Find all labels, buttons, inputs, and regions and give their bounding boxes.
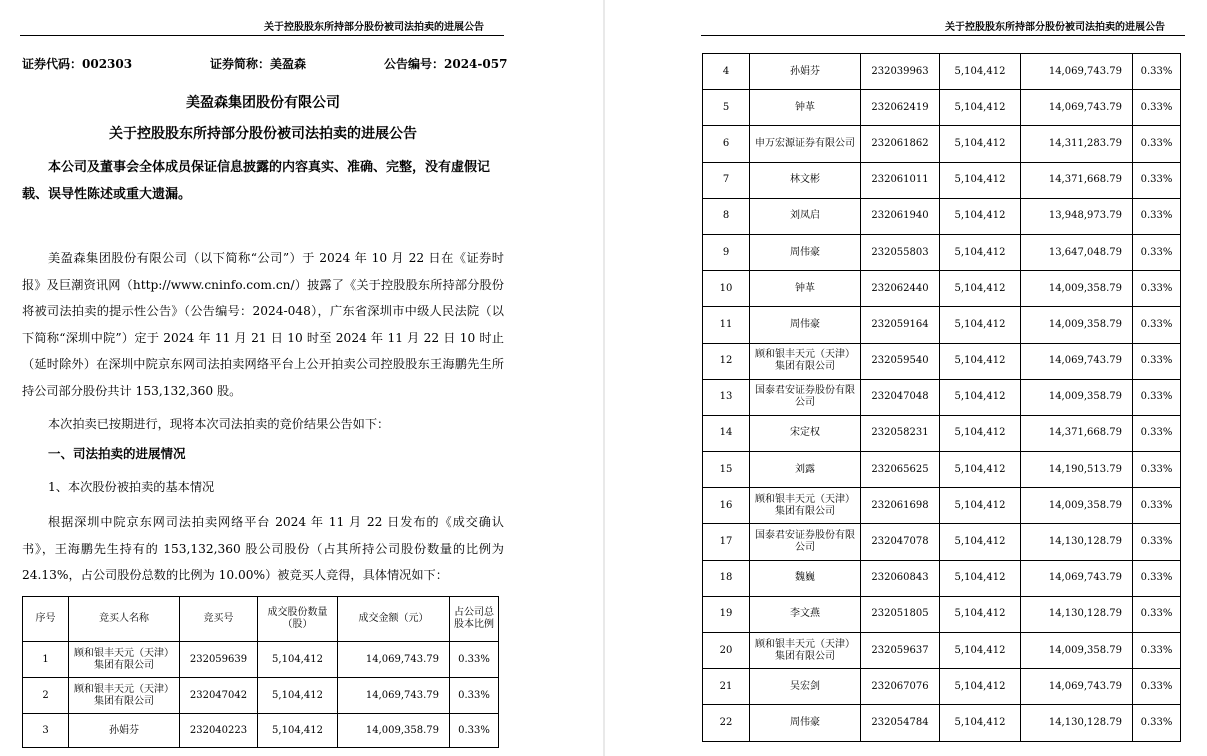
bidder-name-cell: 顾和银丰天元（天津）集团有限公司 [750, 633, 861, 669]
auction-results-table-continued [702, 53, 1181, 742]
running-header: 关于控股股东所持部分股份被司法拍卖的进展公告 [945, 22, 1165, 33]
row-number-cell: 1 [23, 642, 69, 678]
result-intro-paragraph: 本次拍卖已按期进行，现将本次司法拍卖的竞价结果公告如下： [48, 417, 390, 431]
row-number-cell: 21 [703, 669, 750, 705]
share-ratio-cell: 0.33% [1133, 126, 1181, 162]
table-row [703, 54, 1181, 90]
bidder-name-cell: 周伟豪 [750, 234, 861, 270]
bid-number-cell: 232054784 [861, 705, 940, 741]
deal-amount-cell: 14,371,668.79 [1021, 415, 1133, 451]
row-number-cell: 6 [703, 126, 750, 162]
deal-amount-cell: 14,190,513.79 [1021, 452, 1133, 488]
bidder-name-cell: 钟革 [750, 271, 861, 307]
bidder-name-cell: 顾和银丰天元（天津）集团有限公司 [69, 642, 180, 678]
header-ratio: 占公司总股本比例 [450, 597, 499, 642]
share-count-cell: 5,104,412 [940, 633, 1021, 669]
share-count-cell: 5,104,412 [940, 234, 1021, 270]
share-ratio-cell: 0.33% [1133, 198, 1181, 234]
row-number-cell: 8 [703, 198, 750, 234]
bidder-name-cell: 刘凤启 [750, 198, 861, 234]
table-row [703, 669, 1181, 705]
header-bid-number: 竞买号 [180, 597, 258, 642]
bid-number-cell: 232040223 [180, 714, 258, 748]
share-ratio-cell: 0.33% [1133, 633, 1181, 669]
bidder-name-cell: 顾和银丰天元（天津）集团有限公司 [750, 488, 861, 524]
bidder-name-cell: 顾和银丰天元（天津）集团有限公司 [69, 678, 180, 714]
deal-amount-cell: 14,069,743.79 [338, 642, 450, 678]
company-title: 美盈森集团股份有限公司 [186, 95, 340, 111]
share-count-cell: 5,104,412 [940, 705, 1021, 741]
row-number-cell: 2 [23, 678, 69, 714]
table-row [703, 343, 1181, 379]
table-row [703, 234, 1181, 270]
bid-number-cell: 232059164 [861, 307, 940, 343]
share-count-cell: 5,104,412 [940, 596, 1021, 632]
share-count-cell: 5,104,412 [940, 126, 1021, 162]
table-row [703, 271, 1181, 307]
table-row [703, 126, 1181, 162]
share-ratio-cell: 0.33% [1133, 415, 1181, 451]
row-number-cell: 15 [703, 452, 750, 488]
table-row [703, 162, 1181, 198]
table-row [703, 452, 1181, 488]
section-heading: 一、司法拍卖的进展情况 [48, 446, 186, 461]
table-row [703, 560, 1181, 596]
bid-number-cell: 232062440 [861, 271, 940, 307]
deal-amount-cell: 14,130,128.79 [1021, 596, 1133, 632]
table-row [703, 307, 1181, 343]
document-page-left [0, 0, 603, 756]
deal-amount-cell: 14,130,128.79 [1021, 524, 1133, 560]
table-row [703, 596, 1181, 632]
share-ratio-cell: 0.33% [1133, 560, 1181, 596]
share-ratio-cell: 0.33% [1133, 488, 1181, 524]
header-rule [20, 35, 504, 36]
table-row [23, 714, 499, 748]
bid-number-cell: 232061011 [861, 162, 940, 198]
bidder-name-cell: 周伟豪 [750, 307, 861, 343]
bid-number-cell: 232061698 [861, 488, 940, 524]
bidder-name-cell: 吴宏剑 [750, 669, 861, 705]
bid-number-cell: 232058231 [861, 415, 940, 451]
bid-number-cell: 232061862 [861, 126, 940, 162]
bidder-name-cell: 钟革 [750, 90, 861, 126]
share-count-cell: 5,104,412 [940, 271, 1021, 307]
bidder-name-cell: 申万宏源证券有限公司 [750, 126, 861, 162]
table-row [23, 678, 499, 714]
deal-amount-cell: 14,069,743.79 [1021, 54, 1133, 90]
deal-amount-cell: 14,009,358.79 [1021, 271, 1133, 307]
row-number-cell: 3 [23, 714, 69, 748]
share-ratio-cell: 0.33% [1133, 54, 1181, 90]
stock-name: 证券简称：美盈森 [210, 57, 307, 71]
table-row [703, 524, 1181, 560]
bidder-name-cell: 孙娟芬 [750, 54, 861, 90]
deal-amount-cell: 13,647,048.79 [1021, 234, 1133, 270]
bid-number-cell: 232065625 [861, 452, 940, 488]
share-count-cell: 5,104,412 [940, 524, 1021, 560]
deal-amount-cell: 14,311,283.79 [1021, 126, 1133, 162]
header-amount: 成交金额（元） [338, 597, 450, 642]
row-number-cell: 10 [703, 271, 750, 307]
share-ratio-cell: 0.33% [1133, 379, 1181, 415]
subsection-heading: 1、本次股份被拍卖的基本情况 [48, 480, 215, 494]
row-number-cell: 18 [703, 560, 750, 596]
row-number-cell: 12 [703, 343, 750, 379]
row-number-cell: 16 [703, 488, 750, 524]
header-shares: 成交股份数量（股） [258, 597, 338, 642]
deal-amount-cell: 14,009,358.79 [338, 714, 450, 748]
row-number-cell: 13 [703, 379, 750, 415]
share-ratio-cell: 0.33% [1133, 524, 1181, 560]
share-ratio-cell: 0.33% [450, 714, 499, 748]
share-count-cell: 5,104,412 [940, 669, 1021, 705]
bidder-name-cell: 顾和银丰天元（天津）集团有限公司 [750, 343, 861, 379]
bidder-name-cell: 李文燕 [750, 596, 861, 632]
bidder-name-cell: 国泰君安证券股份有限公司 [750, 379, 861, 415]
bidder-name-cell: 孙娟芬 [69, 714, 180, 748]
share-ratio-cell: 0.33% [450, 678, 499, 714]
share-ratio-cell: 0.33% [1133, 705, 1181, 741]
bidder-name-cell: 周伟豪 [750, 705, 861, 741]
row-number-cell: 17 [703, 524, 750, 560]
table-row [703, 198, 1181, 234]
row-number-cell: 9 [703, 234, 750, 270]
deal-amount-cell: 14,069,743.79 [1021, 669, 1133, 705]
table-row [703, 705, 1181, 741]
auction-detail-paragraph: 根据深圳中院京东网司法拍卖网络平台 2024 年 11 月 22 日发布的《成交确认书》，王海鹏先生持有的 153,132,360 股公司股份（占其所持公司股份数量的比例为 24.13%，占公司股份总数的比例为 10.00%）被竞买人竞得，具体情况如下： [22, 515, 504, 583]
bidder-name-cell: 魏巍 [750, 560, 861, 596]
table-row [703, 415, 1181, 451]
deal-amount-cell: 14,069,743.79 [1021, 343, 1133, 379]
bid-number-cell: 232059637 [861, 633, 940, 669]
deal-amount-cell: 14,371,668.79 [1021, 162, 1133, 198]
share-count-cell: 5,104,412 [258, 642, 338, 678]
bid-number-cell: 232039963 [861, 54, 940, 90]
table-row [703, 379, 1181, 415]
row-number-cell: 19 [703, 596, 750, 632]
share-count-cell: 5,104,412 [258, 678, 338, 714]
share-count-cell: 5,104,412 [940, 379, 1021, 415]
share-ratio-cell: 0.33% [1133, 234, 1181, 270]
row-number-cell: 5 [703, 90, 750, 126]
share-count-cell: 5,104,412 [940, 90, 1021, 126]
bid-number-cell: 232055803 [861, 234, 940, 270]
deal-amount-cell: 14,009,358.79 [1021, 488, 1133, 524]
share-ratio-cell: 0.33% [1133, 343, 1181, 379]
table-row [703, 488, 1181, 524]
board-statement: 本公司及董事会全体成员保证信息披露的内容真实、准确、完整，没有虚假记载、误导性陈述或重大遗漏。 [22, 160, 491, 202]
share-ratio-cell: 0.33% [450, 642, 499, 678]
row-number-cell: 11 [703, 307, 750, 343]
deal-amount-cell: 14,009,358.79 [1021, 307, 1133, 343]
notice-number: 公告编号：2024-057 [384, 57, 508, 71]
bid-number-cell: 232059639 [180, 642, 258, 678]
share-ratio-cell: 0.33% [1133, 669, 1181, 705]
deal-amount-cell: 14,069,743.79 [338, 678, 450, 714]
deal-amount-cell: 14,069,743.79 [1021, 560, 1133, 596]
table-header-row [23, 597, 499, 642]
row-number-cell: 22 [703, 705, 750, 741]
share-ratio-cell: 0.33% [1133, 307, 1181, 343]
bid-number-cell: 232047048 [861, 379, 940, 415]
share-count-cell: 5,104,412 [940, 343, 1021, 379]
document-page-right [605, 0, 1207, 756]
bid-number-cell: 232060843 [861, 560, 940, 596]
bid-number-cell: 232047078 [861, 524, 940, 560]
bid-number-cell: 232062419 [861, 90, 940, 126]
table-row [703, 633, 1181, 669]
share-count-cell: 5,104,412 [940, 488, 1021, 524]
header-bidder-name: 竞买人名称 [69, 597, 180, 642]
deal-amount-cell: 14,069,743.79 [1021, 90, 1133, 126]
bidder-name-cell: 林文彬 [750, 162, 861, 198]
share-ratio-cell: 0.33% [1133, 452, 1181, 488]
share-count-cell: 5,104,412 [940, 307, 1021, 343]
bid-number-cell: 232047042 [180, 678, 258, 714]
table-row [23, 642, 499, 678]
bid-number-cell: 232051805 [861, 596, 940, 632]
bidder-name-cell: 国泰君安证券股份有限公司 [750, 524, 861, 560]
table-row [703, 90, 1181, 126]
share-ratio-cell: 0.33% [1133, 271, 1181, 307]
bid-number-cell: 232059540 [861, 343, 940, 379]
deal-amount-cell: 14,130,128.79 [1021, 705, 1133, 741]
header-no: 序号 [23, 597, 69, 642]
share-count-cell: 5,104,412 [940, 162, 1021, 198]
auction-results-table [22, 596, 499, 748]
deal-amount-cell: 13,948,973.79 [1021, 198, 1133, 234]
bid-number-cell: 232061940 [861, 198, 940, 234]
share-ratio-cell: 0.33% [1133, 162, 1181, 198]
row-number-cell: 4 [703, 54, 750, 90]
share-ratio-cell: 0.33% [1133, 90, 1181, 126]
bidder-name-cell: 刘露 [750, 452, 861, 488]
row-number-cell: 20 [703, 633, 750, 669]
running-header: 关于控股股东所持部分股份被司法拍卖的进展公告 [264, 22, 484, 33]
share-count-cell: 5,104,412 [940, 415, 1021, 451]
bidder-name-cell: 宋定权 [750, 415, 861, 451]
share-count-cell: 5,104,412 [258, 714, 338, 748]
share-count-cell: 5,104,412 [940, 560, 1021, 596]
stock-code: 证券代码：002303 [22, 57, 133, 71]
share-count-cell: 5,104,412 [940, 452, 1021, 488]
bid-number-cell: 232067076 [861, 669, 940, 705]
intro-paragraph: 美盈森集团股份有限公司（以下简称“公司”）于 2024 年 10 月 22 日在《证券时报》及巨潮资讯网（http://www.cninfo.com.cn/）披露了《关于控股股东所持部分股份将被司法拍卖的提示性公告》（公告编号：2024-048），广东省深圳市中级人民法院（以下简称“深圳中院”）定于 2024 年 11 月 21 日 10 时至 2024 年 11 月 22 日 10 时止（延时除外）在深圳中院京东网司法拍卖网络平台上公开拍卖公司控股股东王海鹏先生所持公司部分股份共计 153,132,360 股。 [22, 251, 504, 398]
row-number-cell: 14 [703, 415, 750, 451]
deal-amount-cell: 14,009,358.79 [1021, 633, 1133, 669]
share-count-cell: 5,104,412 [940, 54, 1021, 90]
share-count-cell: 5,104,412 [940, 198, 1021, 234]
share-ratio-cell: 0.33% [1133, 596, 1181, 632]
notice-title: 关于控股股东所持部分股份被司法拍卖的进展公告 [109, 126, 417, 142]
header-rule [701, 35, 1185, 36]
deal-amount-cell: 14,009,358.79 [1021, 379, 1133, 415]
row-number-cell: 7 [703, 162, 750, 198]
